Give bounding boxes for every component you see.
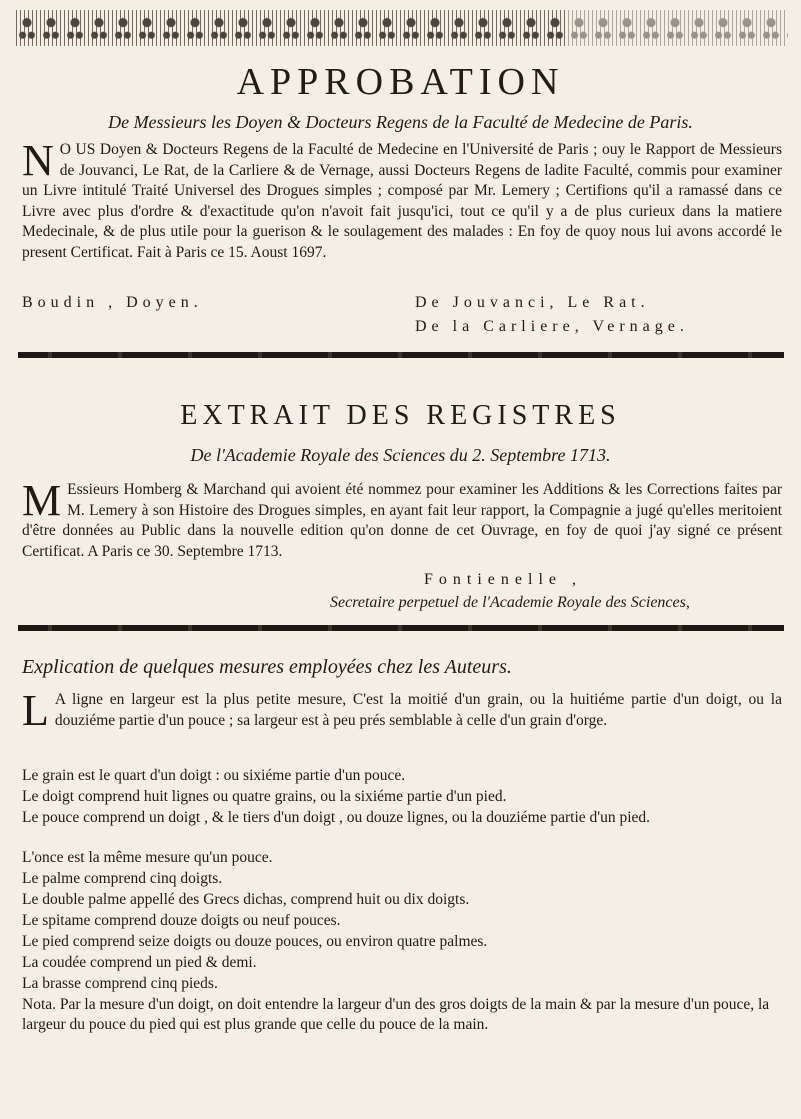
ornament-tile [544,10,566,46]
measure-line: Le pouce comprend un doigt , & le tiers d'un doigt , ou douze lignes, ou la douziéme partie d'un pied. [22,809,651,826]
extrait-paragraph [22,476,782,562]
ornament-tile [184,10,206,46]
ornament-tile [304,10,326,46]
ornament-tile [88,10,110,46]
ornament-tile [328,10,350,46]
measure-line: Le double palme appellé des Grecs dichas, comprend huit ou dix doigts. [22,891,470,908]
ornament-tile [16,10,38,46]
measure-line: Le pied comprend seize doigts ou douze pouces, ou environ quatre palmes. [22,933,488,950]
signature-line-2: De la Carliere, Vernage. [415,318,689,335]
ornament-tile [760,10,782,46]
ornament-tile [448,10,470,46]
measure-line: Le spitame comprend douze doigts ou neuf pouces. [22,912,341,929]
explication-dropcap: L [22,686,49,735]
signature-doyen: Boudin , Doyen. [22,294,203,311]
ornament-tile [232,10,254,46]
ornament-tile [616,10,638,46]
ornament-tile [112,10,134,46]
ornament-tile [664,10,686,46]
section-divider-1 [18,352,784,358]
ornament-tile [136,10,158,46]
measure-line: Le grain est le quart d'un doigt : ou sixiéme partie d'un pouce. [22,767,406,784]
extrait-dropcap: M [22,476,62,525]
approbation-title: APPROBATION [236,61,565,103]
extrait-signer: Fontienelle , [424,571,582,588]
ornament-tile [640,10,662,46]
measure-line: Le doigt comprend huit lignes ou quatre grains, ou la sixiéme partie d'un pied. [22,788,507,805]
ornament-tile [160,10,182,46]
approbation-dropcap: N [22,136,54,185]
ornament-tile [712,10,734,46]
ornament-tile [568,10,590,46]
extrait-subtitle: De l'Academie Royale des Sciences du 2. Septembre 1713. [190,445,611,465]
ornament-tile [496,10,518,46]
ornamental-header-band [16,10,788,46]
measure-line: Nota. Par la mesure d'un doigt, on doit entendre la largeur d'un des gros doigts de la main & par la mesure d'un pouce, la largeur du pouce du pied qui est plus grande que celle du pouce de la main. [22,996,770,1033]
approbation-text: O US Doyen & Docteurs Regens de la Faculté de Medecine en l'Université de Paris ; ouy le Rapport de Messieurs de Jouvanci, Le Rat, de la Carliere & de Vernage, aussi Docteurs Regens de ladite Faculté, commis pour examiner un Livre intitulé Traité Universel des Drogues simples ; composé par Mr. Lemery ; Certifions qu'il a ramassé dans ce Livre avec plus d'ordre & d'exactitude qu'on n'avoit fait jusqu'ici, tout ce qu'il y a de plus curieux dans la matiere Medecinale, & de plus utile pour la guerison & le soulagement des malades : En foy de quoy nous lui avons accordé le present Certificat. Fait à Paris ce 15. Aoust 1697. [22,141,782,261]
measure-line: L'once est la même mesure qu'un pouce. [22,849,273,866]
ornament-tile [424,10,446,46]
explication-first-paragraph [22,686,782,735]
signature-line-1: De Jouvanci, Le Rat. [415,294,650,311]
ornament-tile [256,10,278,46]
ornament-tile [688,10,710,46]
ornament-tile [736,10,758,46]
approbation-subtitle: De Messieurs les Doyen & Docteurs Regens de la Faculté de Medecine de Paris. [108,112,693,132]
section-divider-2 [18,625,784,631]
ornament-tile [40,10,62,46]
ornament-tile [784,10,788,46]
ornament-tile [520,10,542,46]
explication-first-text: A ligne en largeur est la plus petite mesure, C'est la moitié d'un grain, ou la huitiéme partie d'un doigt, ou la douziéme partie d'un pouce ; sa largeur est à peu prés semblable à celle d'un grain d'orge. [54,691,782,729]
extrait-signer-title: Secretaire perpetuel de l'Academie Royale des Sciences, [330,594,690,611]
ornament-tile [280,10,302,46]
measure-line: La coudée comprend un pied & demi. [22,954,257,971]
extrait-title: EXTRAIT DES REGISTRES [180,400,621,431]
ornament-tile [64,10,86,46]
ornament-tile [352,10,374,46]
ornament-tile [400,10,422,46]
measure-line: Le palme comprend cinq doigts. [22,870,223,887]
ornament-tile [376,10,398,46]
ornament-tile [208,10,230,46]
ornament-tile [592,10,614,46]
explication-heading: Explication de quelques mesures employées chez les Auteurs. [22,656,512,678]
approbation-paragraph [22,136,782,264]
extrait-text: Essieurs Homberg & Marchand qui avoient été nommez pour examiner les Additions & les Corrections faites par M. Lemery à son Histoire des Drogues simples, en ayant fait leur rapport, la Compagnie a jugé qu'elles meritoient d'être données au Public dans la nouvelle edition qu'on donne de cet Ouvrage, en foy de quoi j'ay signé ce présent Certificat. A Paris ce 30. Septembre 1713. [22,481,782,560]
measure-line: La brasse comprend cinq pieds. [22,975,218,992]
ornament-tile [472,10,494,46]
